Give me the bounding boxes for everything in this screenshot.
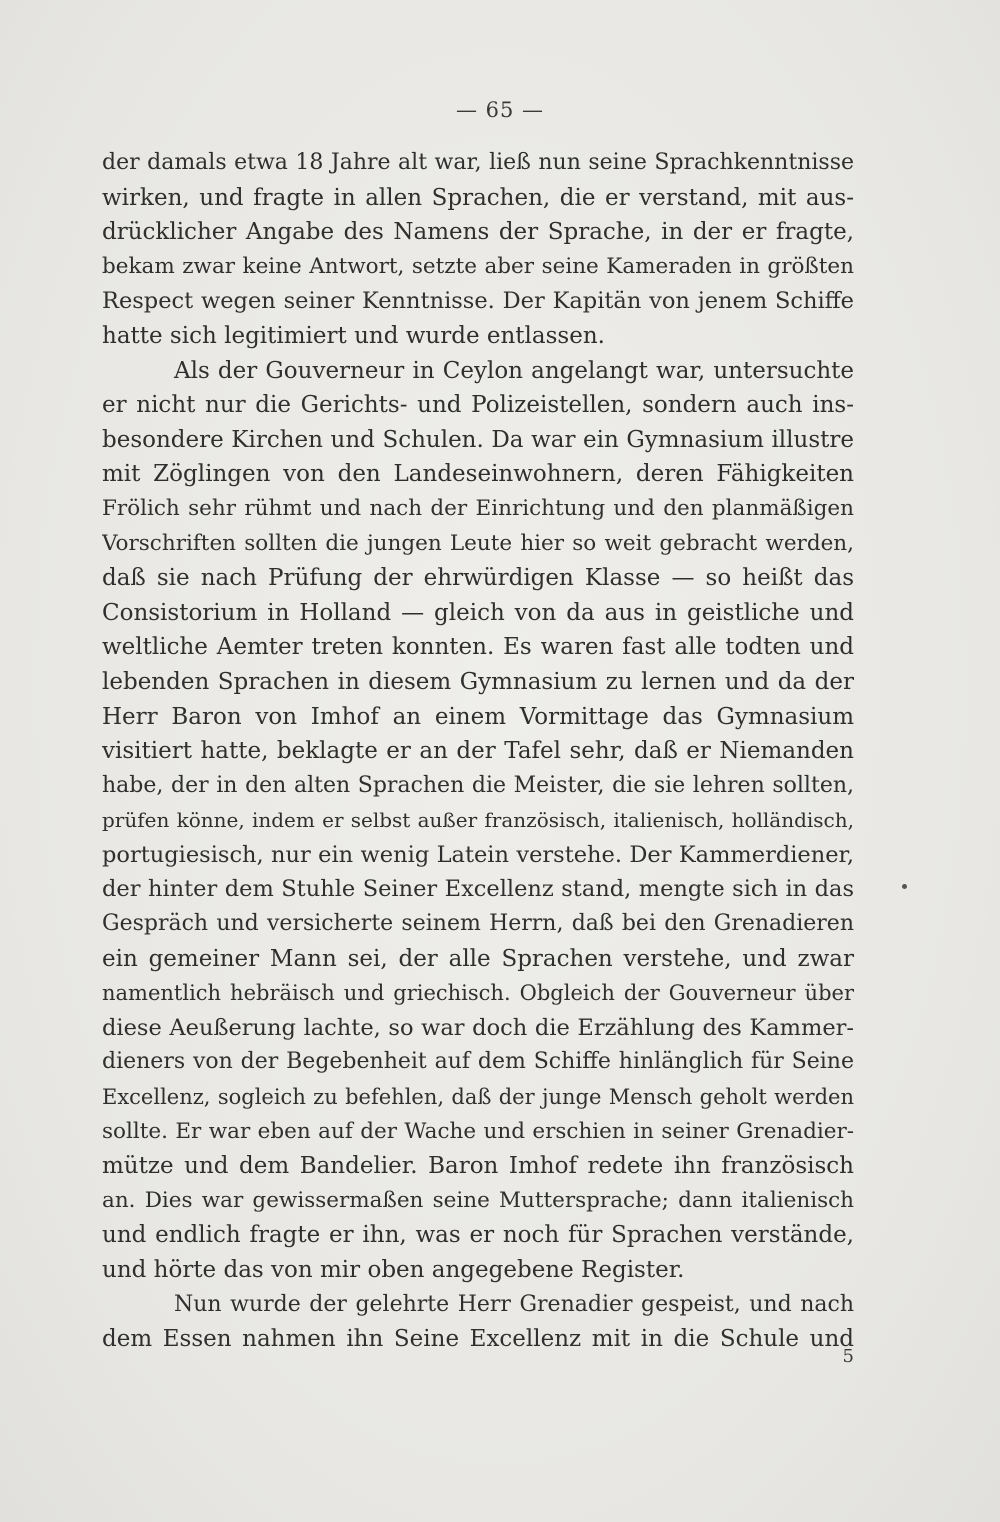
- ink-speck: [902, 884, 907, 889]
- text-line: prüfen könne, indem er selbst außer französisch, italienisch, holländisch,: [102, 808, 854, 833]
- text-line: habe, der in den alten Sprachen die Meister, die sie lehren sollten,: [102, 772, 854, 798]
- text-line: hatte sich legitimiert und wurde entlassen.: [102, 322, 605, 349]
- text-line: Excellenz, sogleich zu befehlen, daß der junge Mensch geholt werden: [102, 1085, 854, 1110]
- text-line: bekam zwar keine Antwort, setzte aber seine Kameraden in größten: [102, 253, 854, 279]
- body-text: [102, 146, 854, 1357]
- text-line: weltliche Aemter treten konnten. Es waren fast alle todten und: [102, 634, 854, 661]
- text-line: daß sie nach Prüfung der ehrwürdigen Klasse — so heißt das: [102, 565, 854, 592]
- text-line: diese Aeußerung lachte, so war doch die Erzählung des Kammer-: [102, 1014, 854, 1041]
- text-line: besondere Kirchen und Schulen. Da war ein Gymnasium illustre: [102, 426, 854, 453]
- text-line: Als der Gouverneur in Ceylon angelangt war, untersuchte: [174, 357, 854, 384]
- text-line: an. Dies war gewissermaßen seine Muttersprache; dann italienisch: [102, 1187, 854, 1213]
- text-line: Herr Baron von Imhof an einem Vormittage das Gymnasium: [102, 703, 854, 730]
- text-line: dieners von der Begebenheit auf dem Schiffe hinlänglich für Seine: [102, 1049, 854, 1075]
- text-line: Gespräch und versicherte seinem Herrn, daß bei den Grenadieren: [102, 911, 854, 937]
- text-line: Frölich sehr rühmt und nach der Einrichtung und den planmäßigen: [102, 495, 854, 521]
- text-line: namentlich hebräisch und griechisch. Obgleich der Gouverneur über: [102, 981, 854, 1006]
- text-line: sollte. Er war eben auf der Wache und erschien in seiner Grenadier-: [102, 1118, 854, 1144]
- text-line: der hinter dem Stuhle Seiner Excellenz stand, mengte sich in das: [102, 876, 854, 903]
- text-line: Consistorium in Holland — gleich von da aus in geistliche und: [102, 599, 854, 626]
- text-line: der damals etwa 18 Jahre alt war, ließ nun seine Sprachkenntnisse: [102, 150, 854, 175]
- text-line: wirken, und fragte in allen Sprachen, die er verstand, mit aus-: [102, 184, 854, 211]
- text-line: drücklicher Angabe des Namens der Sprache, in der er fragte,: [102, 219, 854, 246]
- text-line: ein gemeiner Mann sei, der alle Sprachen verstehe, und zwar: [102, 945, 854, 972]
- text-line: mütze und dem Bandelier. Baron Imhof redete ihn französisch: [102, 1153, 854, 1180]
- text-line: visitiert hatte, beklagte er an der Tafel sehr, daß er Niemanden: [102, 738, 854, 765]
- text-line: Nun wurde der gelehrte Herr Grenadier gespeist, und nach: [174, 1291, 854, 1317]
- text-line: lebenden Sprachen in diesem Gymnasium zu lernen und da der: [102, 668, 854, 695]
- text-line: portugiesisch, nur ein wenig Latein verstehe. Der Kammerdiener,: [102, 841, 854, 868]
- text-line: dem Essen nahmen ihn Seine Excellenz mit in die Schule und: [102, 1326, 854, 1353]
- page-header-number: — 65 —: [455, 98, 545, 122]
- text-line: Respect wegen seiner Kenntnisse. Der Kapitän von jenem Schiffe: [102, 288, 854, 315]
- text-line: mit Zöglingen von den Landeseinwohnern, deren Fähigkeiten: [102, 461, 854, 488]
- text-line: er nicht nur die Gerichts- und Polizeistellen, sondern auch ins-: [102, 392, 854, 419]
- signature-mark: 5: [842, 1346, 854, 1367]
- text-line: und endlich fragte er ihn, was er noch für Sprachen verstände,: [102, 1222, 854, 1249]
- text-line: Vorschriften sollten die jungen Leute hier so weit gebracht werden,: [102, 530, 854, 556]
- text-line: und hörte das von mir oben angegebene Register.: [102, 1257, 685, 1283]
